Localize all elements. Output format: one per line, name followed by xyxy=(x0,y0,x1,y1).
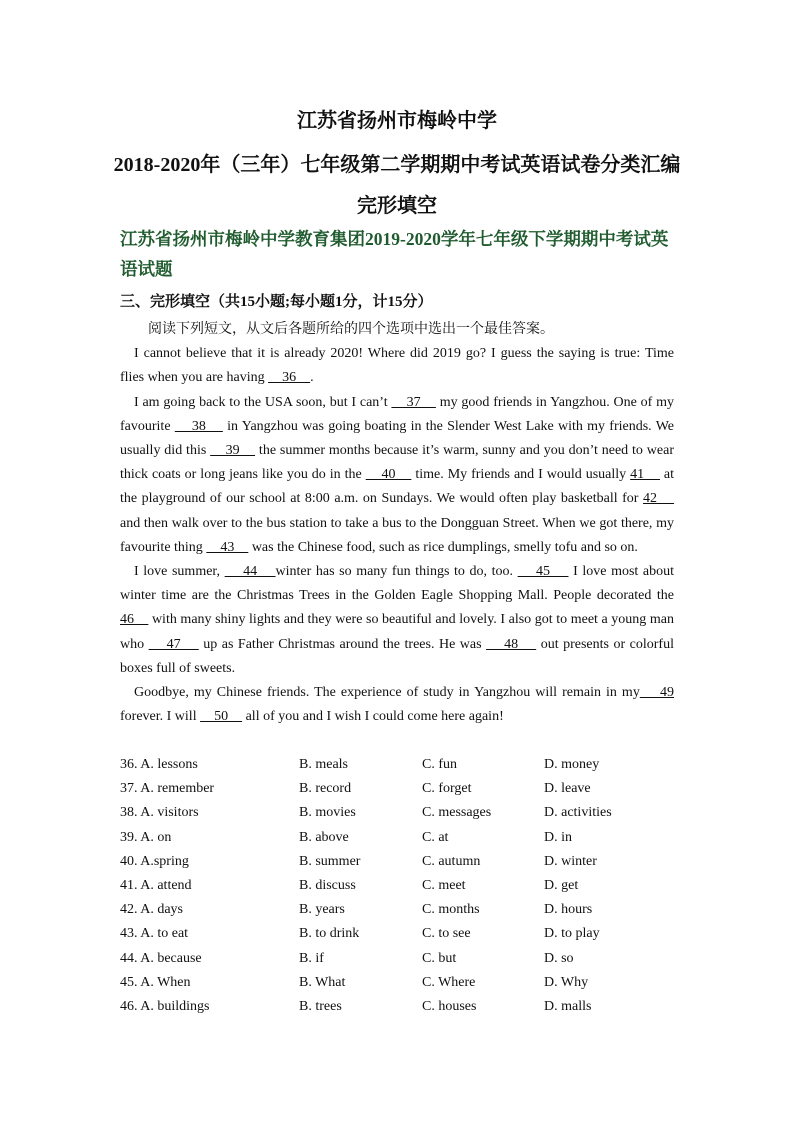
option-c: C. Where xyxy=(422,974,476,990)
text: I am going back to the USA soon, but I can’t xyxy=(134,394,392,410)
option-row-45 xyxy=(120,971,680,995)
blank-41: 41 xyxy=(630,467,660,483)
option-b: B. discuss xyxy=(299,877,356,893)
answer-options xyxy=(120,753,680,1019)
option-a: 44. A. because xyxy=(120,950,202,966)
text: the summer months because it’s warm, sunny and you don’t need to wear thick coats or long jeans like you do in the xyxy=(120,443,674,483)
option-d: D. activities xyxy=(544,805,612,821)
blank-40: 40 xyxy=(365,467,412,483)
text: was the Chinese food, such as rice dumplings, smelly tofu and so on. xyxy=(248,539,638,555)
text: and then walk over to the bus station to take a bus to the Dongguan Street. When we got there, my favourite thing xyxy=(120,515,674,555)
text: forever. I will xyxy=(120,709,201,725)
text: I love most about winter time are the Christmas Trees in the Golden Eagle Shopping Mall. People decorated the xyxy=(120,564,675,604)
option-c: C. months xyxy=(422,902,480,918)
blank-43: 43 xyxy=(206,539,249,555)
option-b: B. if xyxy=(299,950,324,966)
option-a: 41. A. attend xyxy=(120,877,192,893)
part-heading: 三、完形填空（共15小题;每小题1分，计15分） xyxy=(120,294,433,310)
option-b: B. trees xyxy=(299,998,342,1014)
option-a: 46. A. buildings xyxy=(120,998,210,1014)
text: with many shiny lights and they were so beautiful and lovely. I also got to meet a young man who xyxy=(120,612,674,652)
option-b: B. above xyxy=(299,829,349,845)
blank-42: 42 xyxy=(642,491,675,507)
option-row-36 xyxy=(120,753,680,777)
text: winter has so many fun things to do, too. xyxy=(275,564,518,580)
option-a: 42. A. days xyxy=(120,902,183,918)
option-c: C. autumn xyxy=(422,853,481,869)
option-b: B. meals xyxy=(299,757,348,772)
option-row-42 xyxy=(120,898,680,922)
option-row-39 xyxy=(120,826,680,850)
option-d: D. money xyxy=(544,757,600,772)
option-d: D. leave xyxy=(544,781,591,797)
option-b: B. to drink xyxy=(299,926,360,942)
blank-49: 49 xyxy=(639,685,675,701)
text: my good friends in Yangzhou. One of my favourite xyxy=(120,394,674,434)
blank-37: 37 xyxy=(391,394,436,410)
blank-50: 50 xyxy=(200,709,243,725)
option-d: D. malls xyxy=(544,998,592,1014)
instruction: 阅读下列短文，从文后各题所给的四个选项中选出一个最佳答案。 xyxy=(148,322,554,337)
option-b: B. summer xyxy=(299,853,361,869)
option-row-41 xyxy=(120,874,680,898)
option-a: 39. A. on xyxy=(120,829,172,845)
topic-title: 完形填空 xyxy=(357,195,437,217)
option-b: B. What xyxy=(299,974,346,990)
text: I cannot believe that it is already 2020! Where did 2019 go? I guess the saying is true: Time flies when you are having xyxy=(120,346,674,386)
option-d: D. get xyxy=(544,877,579,893)
option-c: C. but xyxy=(422,950,457,966)
section-title: 江苏省扬州市梅岭中学教育集团2019-2020学年七年级下学期期中考试英语试题 xyxy=(120,229,669,279)
blank-44: 44 xyxy=(224,564,276,580)
option-d: D. in xyxy=(544,829,572,845)
option-d: D. hours xyxy=(544,902,593,918)
text: up as Father Christmas around the trees. He was xyxy=(198,636,487,652)
option-c: C. fun xyxy=(422,757,457,772)
blank-45: 45 xyxy=(517,564,569,580)
text: Goodbye, my Chinese friends. The experience of study in Yangzhou will remain in my xyxy=(134,685,640,701)
blank-46: 46 xyxy=(120,612,149,628)
cloze-passage xyxy=(120,318,674,729)
blank-38: 38 xyxy=(174,418,223,434)
text: at the playground of our school at 8:00 a.m. on Sundays. We would often play basketball for xyxy=(120,467,675,507)
blank-36: 36 xyxy=(268,370,311,386)
text: all of you and I wish I could come here again! xyxy=(242,709,504,725)
option-a: 36. A. lessons xyxy=(120,757,198,772)
option-row-40 xyxy=(120,850,680,874)
option-b: B. movies xyxy=(299,805,356,821)
option-c: C. forget xyxy=(422,781,472,797)
option-c: C. at xyxy=(422,829,449,845)
option-row-44 xyxy=(120,947,680,971)
paragraph-2 xyxy=(120,391,674,560)
option-a: 40. A.spring xyxy=(120,853,189,869)
text: I love summer, xyxy=(134,564,225,580)
option-d: D. to play xyxy=(544,926,600,942)
text: out presents or colorful boxes full of sweets. xyxy=(120,636,674,676)
blank-47: 47 xyxy=(148,636,199,652)
option-c: C. messages xyxy=(422,805,492,821)
option-c: C. meet xyxy=(422,877,466,893)
school-title: 江苏省扬州市梅岭中学 xyxy=(297,110,497,132)
option-d: D. Why xyxy=(544,974,589,990)
option-row-37 xyxy=(120,777,680,801)
option-a: 37. A. remember xyxy=(120,781,215,797)
option-row-46 xyxy=(120,995,680,1019)
blank-48: 48 xyxy=(486,636,537,652)
option-d: D. so xyxy=(544,950,574,966)
paragraph-1 xyxy=(120,342,674,390)
collection-title: 2018-2020年（三年）七年级第二学期期中考试英语试卷分类汇编 xyxy=(113,154,681,176)
paragraph-4 xyxy=(120,681,674,729)
text: . xyxy=(310,370,314,386)
blank-39: 39 xyxy=(210,443,256,459)
option-d: D. winter xyxy=(544,853,597,869)
option-b: B. record xyxy=(299,781,352,797)
option-c: C. houses xyxy=(422,998,477,1014)
option-row-43 xyxy=(120,922,680,946)
text: time. My friends and I would usually xyxy=(411,467,631,483)
option-b: B. years xyxy=(299,902,345,918)
option-c: C. to see xyxy=(422,926,471,942)
option-row-38 xyxy=(120,801,680,825)
option-a: 38. A. visitors xyxy=(120,805,199,821)
option-a: 45. A. When xyxy=(120,974,191,990)
paragraph-3 xyxy=(120,560,674,681)
text: in Yangzhou was going boating in the Slender West Lake with my friends. We usually did this xyxy=(120,418,674,459)
option-a: 43. A. to eat xyxy=(120,926,189,942)
